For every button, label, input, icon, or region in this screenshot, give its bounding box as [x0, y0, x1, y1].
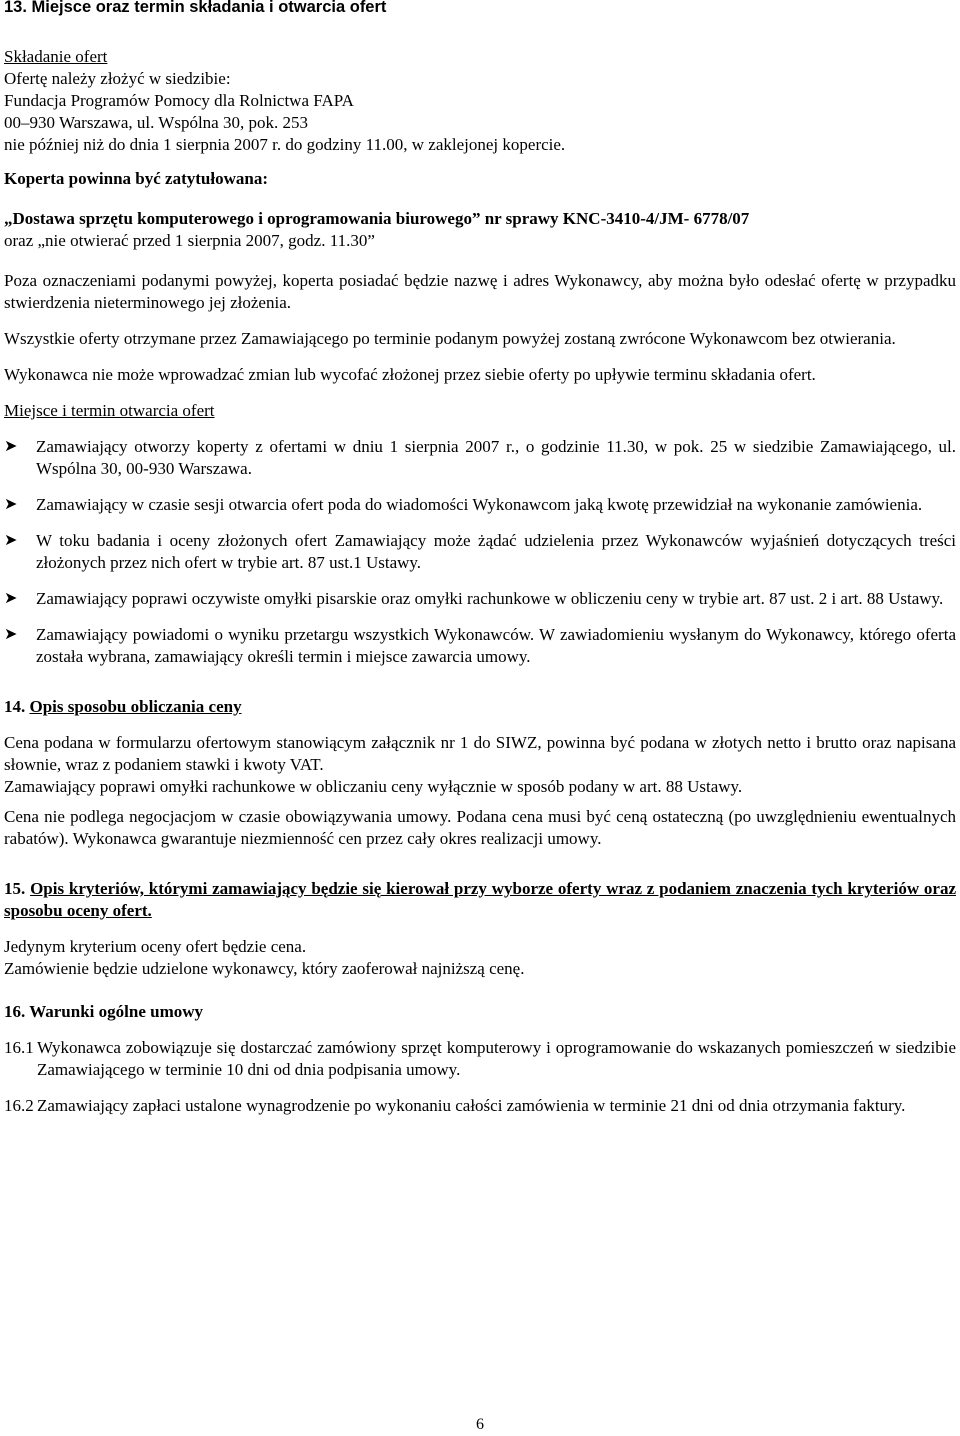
- list-item-text: Zamawiający w czasie sesji otwarcia ofert poda do wiadomości Wykonawcom jaką kwotę przewidział na wykonanie zamówienia.: [36, 495, 923, 514]
- list-item: [4, 494, 956, 516]
- clause-text: Wykonawca zobowiązuje się dostarczać zamówiony sprzęt komputerowy i oprogramowanie do wskazanych pomieszczeń w siedzibie Zamawiającego w terminie 10 dni od dnia podpisania umowy.: [37, 1038, 956, 1079]
- envelope-label: Koperta powinna być zatytułowana:: [4, 169, 268, 188]
- paragraph-price-corrections: Zamawiający poprawi omyłki rachunkowe w obliczaniu ceny wyłącznie w sposób podany w art. 88 Ustawy.: [4, 777, 743, 796]
- paragraph-marking: Poza oznaczeniami podanymi powyżej, koperta posiadać będzie nazwę i adres Wykonawcy, aby można było odesłać ofertę w przypadku stwierdzenia nieterminowego jej złożenia.: [4, 271, 956, 312]
- document-page: [4, 0, 956, 1117]
- section-13-heading: 13. Miejsce oraz termin składania i otwarcia ofert: [4, 0, 387, 16]
- paragraph-late-offers: Wszystkie oferty otrzymane przez Zamawiającego po terminie podanym powyżej zostaną zwrócone Wykonawcom bez otwierania.: [4, 329, 896, 348]
- submission-line: Ofertę należy złożyć w siedzibie:: [4, 69, 231, 88]
- section-14-title: Opis sposobu obliczania ceny: [29, 697, 242, 716]
- submission-line: Fundacja Programów Pomocy dla Rolnictwa FAPA: [4, 91, 354, 110]
- submission-line: 00–930 Warszawa, ul. Wspólna 30, pok. 253: [4, 113, 308, 132]
- arrowhead-bullet-icon: ➤: [4, 590, 18, 607]
- clause-text: Zamawiający zapłaci ustalone wynagrodzenie po wykonaniu całości zamówienia w terminie 21 dni od dnia otrzymania faktury.: [37, 1096, 906, 1115]
- list-item: [4, 530, 956, 574]
- submission-block: [4, 46, 956, 156]
- submission-line: nie później niż do dnia 1 sierpnia 2007 r. do godziny 11.00, w zaklejonej kopercie.: [4, 135, 566, 154]
- arrowhead-bullet-icon: ➤: [4, 438, 18, 455]
- list-item-text: W toku badania i oceny złożonych ofert Zamawiający może żądać udzielenia przez Wykonawców wyjaśnień dotyczących treści złożonych przez nich ofert w trybie art. 87 ust.1 Ustawy.: [36, 531, 956, 572]
- section-14-number: 14.: [4, 697, 26, 716]
- list-item: [4, 624, 956, 668]
- envelope-title: „Dostawa sprzętu komputerowego i oprogramowania biurowego” nr sprawy KNC-3410-4/JM- 6778/07: [4, 209, 750, 228]
- criteria-line: Jedynym kryterium oceny ofert będzie cena.: [4, 937, 307, 956]
- submission-title: Składanie ofert: [4, 47, 108, 66]
- list-item: [4, 588, 956, 610]
- clause-number: 16.1: [4, 1038, 34, 1057]
- opening-title: Miejsce i termin otwarcia ofert: [4, 401, 215, 420]
- list-item: [4, 436, 956, 480]
- arrowhead-bullet-icon: ➤: [4, 626, 18, 643]
- list-item-text: Zamawiający otworzy koperty z ofertami w dniu 1 sierpnia 2007 r., o godzinie 11.30, w pok. 25 w siedzibie Zamawiającego, ul. Wspólna 30, 00-930 Warszawa.: [36, 437, 956, 478]
- clause-number: 16.2: [4, 1096, 34, 1115]
- page-number: 6: [476, 1416, 484, 1433]
- paragraph-price-fixed: Cena nie podlega negocjacjom w czasie obowiązywania umowy. Podana cena musi być ceną ostateczną (po uwzględnieniu ewentualnych rabatów). Wykonawca gwarantuje niezmienność cen przez cały okres realizacji umowy.: [4, 807, 956, 848]
- contract-clause: [4, 1037, 956, 1081]
- envelope-note: oraz „nie otwierać przed 1 sierpnia 2007, godz. 11.30”: [4, 231, 375, 250]
- paragraph-price-form: Cena podana w formularzu ofertowym stanowiącym załącznik nr 1 do SIWZ, powinna być podana w złotych netto i brutto oraz napisana słownie, wraz z podaniem stawki i kwoty VAT.: [4, 733, 956, 774]
- award-line: Zamówienie będzie udzielone wykonawcy, który zaoferował najniższą cenę.: [4, 959, 525, 978]
- section-15-title: Opis kryteriów, którymi zamawiający będzie się kierował przy wyborze oferty wraz z podaniem znaczenia tych kryteriów oraz sposobu oceny ofert.: [4, 879, 956, 920]
- list-item-text: Zamawiający poprawi oczywiste omyłki pisarskie oraz omyłki rachunkowe w obliczeniu ceny w trybie art. 87 ust. 2 i art. 88 Ustawy.: [36, 589, 944, 608]
- opening-bullet-list: [4, 436, 956, 668]
- section-16-heading: 16. Warunki ogólne umowy: [4, 1002, 204, 1021]
- contract-clause: [4, 1095, 956, 1117]
- arrowhead-bullet-icon: ➤: [4, 496, 18, 513]
- arrowhead-bullet-icon: ➤: [4, 532, 18, 549]
- section-15-number: 15.: [4, 879, 26, 898]
- section-14-heading: [4, 696, 956, 718]
- section-15-heading: [4, 878, 956, 922]
- list-item-text: Zamawiający powiadomi o wyniku przetargu wszystkich Wykonawców. W zawiadomieniu wysłanym do Wykonawcy, którego oferta została wybrana, zamawiający określi termin i miejsce zawarcia umowy.: [36, 625, 956, 666]
- paragraph-withdraw: Wykonawca nie może wprowadzać zmian lub wycofać złożonej przez siebie oferty po upływie terminu składania ofert.: [4, 365, 816, 384]
